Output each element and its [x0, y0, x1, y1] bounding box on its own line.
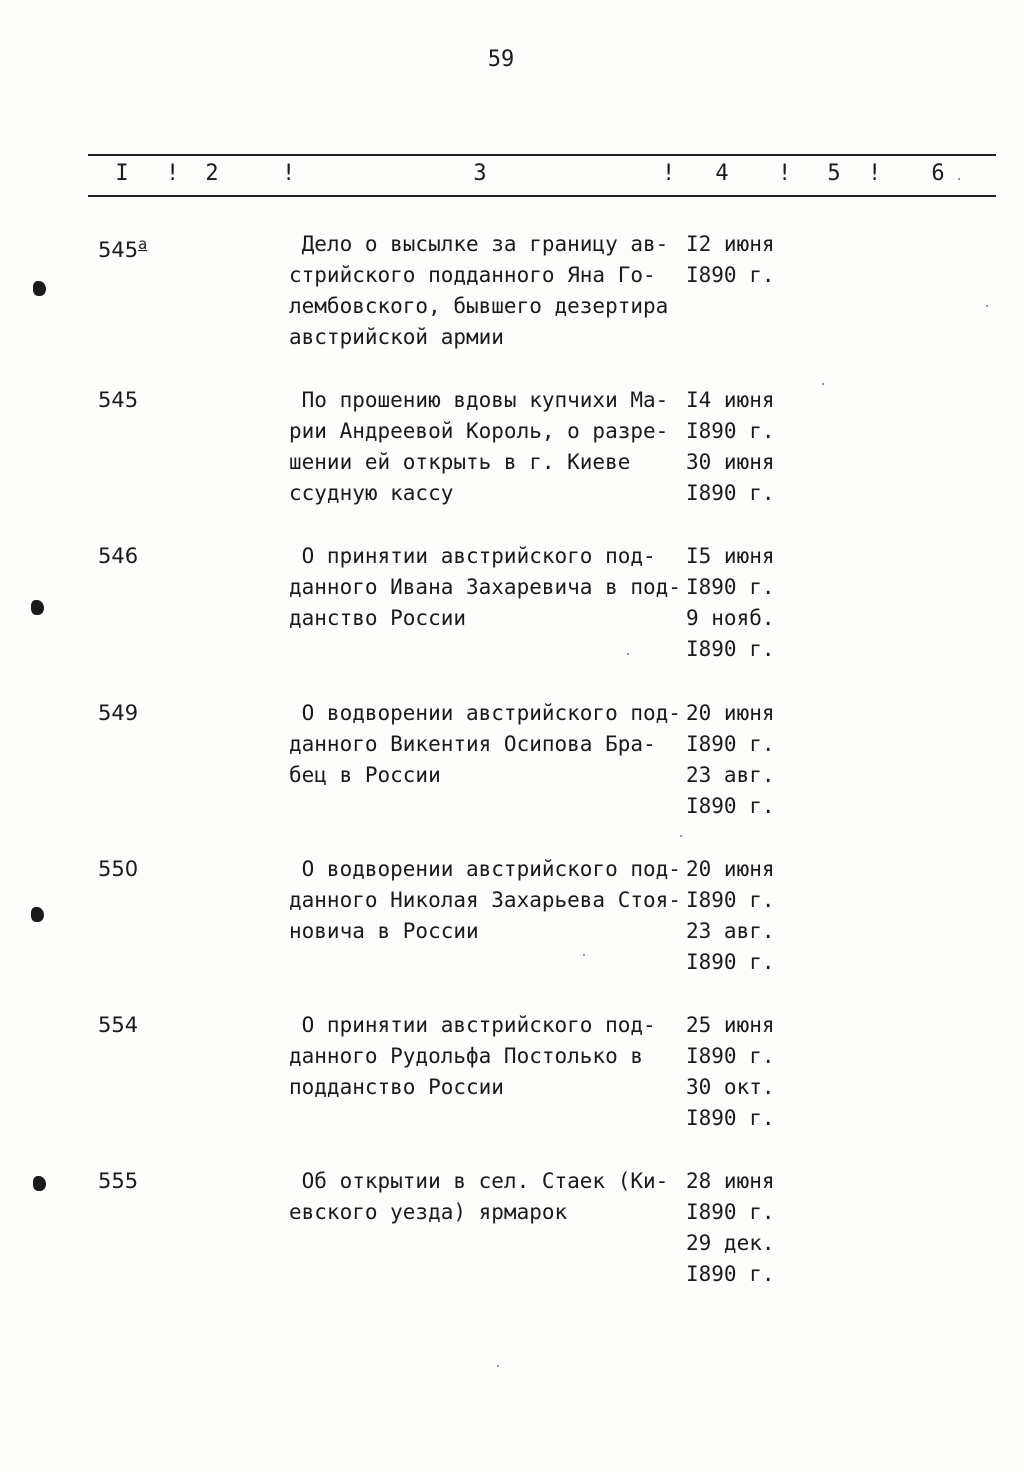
- date-line: 23 авг.: [686, 919, 775, 943]
- record-dates: [686, 1010, 796, 1134]
- header-col-6: 6: [931, 161, 945, 186]
- record-number: 550: [98, 857, 139, 881]
- hole-punch-mark: [31, 907, 44, 922]
- hole-punch-mark: [31, 600, 44, 615]
- record-title: О принятии австрийского под- данного Ивана Захаревича в под- данство России: [289, 544, 681, 630]
- date-line: 29 дек.: [686, 1231, 775, 1255]
- hole-punch-mark: [33, 1176, 46, 1191]
- date-line: I890 г.: [686, 637, 775, 661]
- date-line: I890 г.: [686, 419, 775, 443]
- date-line: I890 г.: [686, 575, 775, 599]
- header-separator: !: [662, 161, 676, 186]
- date-line: I4 июня: [686, 388, 775, 412]
- record-number: $545^а$: [98, 235, 148, 262]
- header-separator: !: [778, 161, 792, 186]
- record-entry: [0, 698, 1024, 828]
- date-line: I890 г.: [686, 1106, 775, 1130]
- date-line: I890 г.: [686, 950, 775, 974]
- record-entry: [0, 229, 1024, 359]
- header-col-1: I: [115, 161, 129, 186]
- date-line: I890 г.: [686, 481, 775, 505]
- paper-speck: [986, 305, 988, 307]
- date-line: 28 июня: [686, 1169, 775, 1193]
- date-line: I890 г.: [686, 732, 775, 756]
- record-dates: [686, 385, 796, 509]
- record-dates: [686, 1166, 796, 1290]
- header-bottom-rule: [88, 195, 996, 197]
- date-line: 20 июня: [686, 857, 775, 881]
- date-line: 20 июня: [686, 701, 775, 725]
- record-title: О принятии австрийского под- данного Рудольфа Постолько в подданство России: [289, 1013, 656, 1099]
- record-number: 555: [98, 1169, 139, 1193]
- date-line: I890 г.: [686, 1044, 775, 1068]
- record-number: 549: [98, 701, 139, 725]
- date-line: I890 г.: [686, 263, 775, 287]
- header-col-2: 2: [205, 161, 219, 186]
- paper-speck: [627, 653, 629, 655]
- date-line: I890 г.: [686, 794, 775, 818]
- record-dates: [686, 698, 796, 822]
- date-line: I2 июня: [686, 232, 775, 256]
- record-entry: [0, 541, 1024, 671]
- date-line: 30 июня: [686, 450, 775, 474]
- paper-speck: [958, 178, 960, 180]
- header-separator: !: [282, 161, 296, 186]
- record-entry: [0, 1166, 1024, 1296]
- paper-speck: [822, 383, 824, 385]
- record-number: 554: [98, 1013, 139, 1037]
- header-top-rule: [88, 154, 996, 156]
- record-number: 546: [98, 544, 139, 568]
- date-line: 25 июня: [686, 1013, 775, 1037]
- header-separator: !: [166, 161, 180, 186]
- record-entry: [0, 385, 1024, 515]
- date-line: I5 июня: [686, 544, 775, 568]
- record-title: О водворении австрийского под- данного Викентия Осипова Бра- бец в России: [289, 701, 681, 787]
- record-number-suffix: а: [138, 235, 148, 253]
- date-line: I890 г.: [686, 1262, 775, 1286]
- hole-punch-mark: [33, 281, 46, 296]
- paper-speck: [583, 954, 585, 956]
- record-title: Дело о высылке за границу ав- стрийского подданного Яна Го- лембовского, бывшего дезертира австрийской армии: [289, 232, 669, 349]
- record-number: 545: [98, 388, 139, 412]
- header-separator: !: [868, 161, 882, 186]
- page-number: 59: [487, 47, 515, 72]
- date-line: 30 окт.: [686, 1075, 775, 1099]
- paper-speck: [497, 1365, 499, 1367]
- record-title: По прошению вдовы купчихи Ма- рии Андреевой Король, о разре- шении ей открыть в г. Киеве ссудную кассу: [289, 388, 669, 505]
- date-line: I890 г.: [686, 1200, 775, 1224]
- record-dates: [686, 854, 796, 978]
- record-entry: [0, 854, 1024, 984]
- date-line: I890 г.: [686, 888, 775, 912]
- paper-speck: [680, 835, 682, 837]
- record-title: Об открытии в сел. Стаек (Ки- евского уезда) ярмарок: [289, 1169, 669, 1224]
- record-title: О водворении австрийского под- данного Николая Захарьева Стоя- новича в России: [289, 857, 681, 943]
- record-entry: [0, 1010, 1024, 1140]
- date-line: 23 авг.: [686, 763, 775, 787]
- header-col-3: 3: [473, 161, 487, 186]
- header-col-5: 5: [827, 161, 841, 186]
- record-dates: [686, 541, 796, 665]
- header-col-4: 4: [715, 161, 729, 186]
- date-line: 9 нояб.: [686, 606, 775, 630]
- record-dates: [686, 229, 796, 291]
